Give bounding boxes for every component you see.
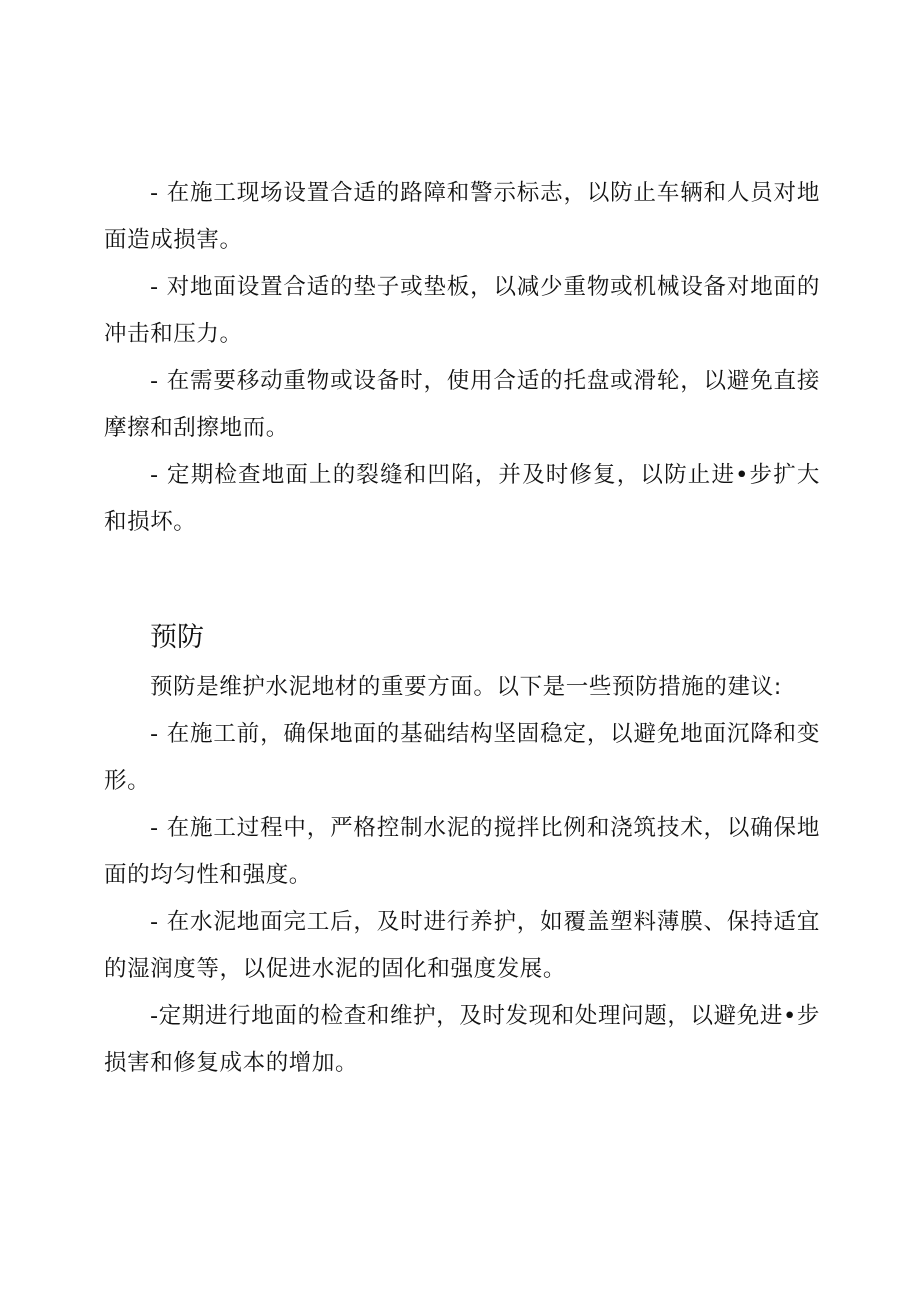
prevention-item-1: - 在施工前，确保地面的基础结构坚固稳定，以避免地面沉降和变形。 — [104, 721, 820, 794]
prevention-item-4: -定期进行地面的检查和维护，及时发现和处理问题，以避免进•步损害和修复成本的增加。 — [104, 1003, 820, 1076]
protection-item-2: - 对地面设置合适的垫子或垫板，以减少重物或机械设备对地面的冲击和压力。 — [104, 274, 820, 347]
prevention-intro: 预防是维护水泥地材的重要方面。以下是一些预防措施的建议: — [150, 674, 782, 700]
protection-item-1: - 在施工现场设置合适的路障和警示标志，以防止车辆和人员对地面造成损害。 — [104, 180, 820, 253]
document-content — [104, 170, 820, 1087]
section-heading-prevention: 预防 — [150, 622, 204, 653]
protection-item-4: - 定期检查地面上的裂缝和凹陷，并及时修复，以防止进•步扩大和损坏。 — [104, 462, 820, 535]
prevention-item-2: - 在施工过程中，严格控制水泥的搅拌比例和浇筑技术，以确保地面的均匀性和强度。 — [104, 815, 820, 888]
protection-item-3: - 在需要移动重物或设备时，使用合适的托盘或滑轮，以避免直接摩擦和刮擦地而。 — [104, 368, 820, 441]
prevention-item-3: - 在水泥地面完工后，及时进行养护，如覆盖塑料薄膜、保持适宜的湿润度等，以促进水泥的固化和强度发展。 — [104, 909, 820, 982]
